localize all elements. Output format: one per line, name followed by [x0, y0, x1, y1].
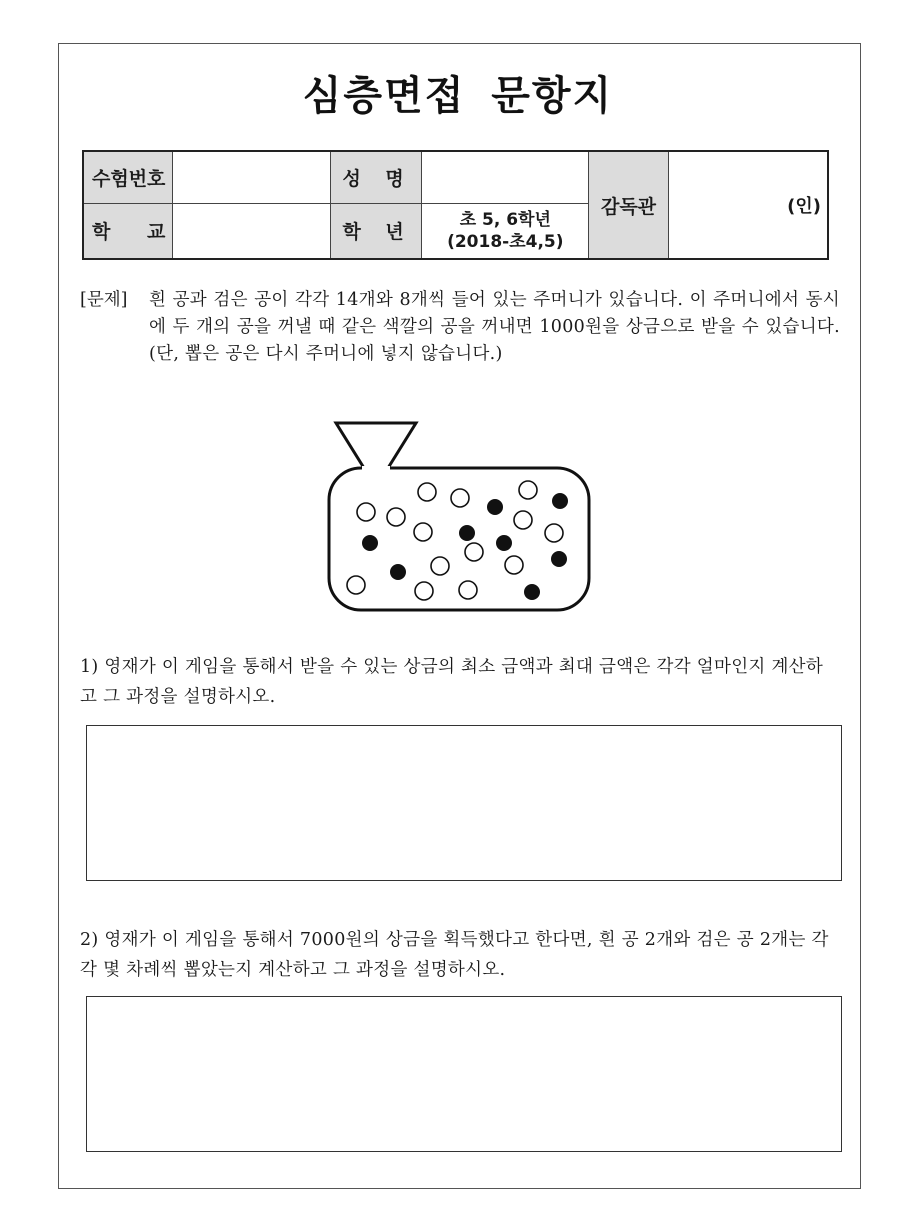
- white-balls: [347, 481, 563, 600]
- proctor-seal-field[interactable]: (인): [668, 151, 828, 259]
- page-title: 심층면접 문항지: [302, 73, 614, 119]
- school-label: 학 교: [83, 203, 173, 259]
- info-table: [82, 150, 829, 260]
- question-1: 1) 영재가 이 게임을 통해서 받을 수 있는 상금의 최소 금액과 최대 금액은 각각 얼마인지 계산하고 그 과정을 설명하시오.: [80, 657, 824, 707]
- name-field[interactable]: [422, 151, 589, 203]
- answer-box-2[interactable]: [86, 996, 842, 1152]
- grade-value-line2: (2018-초4,5): [447, 231, 564, 252]
- question-2: 2) 영재가 이 게임을 통해서 7000원의 상금을 획득했다고 한다면, 흰 공 2개와 검은 공 2개는 각각 몇 차례씩 뽑았는지 계산하고 그 과정을 설명하시오.: [80, 930, 829, 980]
- problem-statement: [80, 287, 840, 368]
- school-field[interactable]: [173, 203, 330, 259]
- proctor-label: 감독관: [589, 151, 669, 259]
- exam-number-label: 수험번호: [83, 151, 173, 203]
- grade-value-line1: 초 5, 6학년: [459, 209, 551, 230]
- exam-number-field[interactable]: [173, 151, 330, 203]
- name-label: 성 명: [330, 151, 422, 203]
- grade-label: 학 년: [330, 203, 422, 259]
- ball-bag-illustration: [322, 420, 592, 615]
- grade-value: [422, 203, 589, 259]
- problem-text: 흰 공과 검은 공이 각각 14개와 8개씩 들어 있는 주머니가 있습니다. 이 주머니에서 동시에 두 개의 공을 꺼낼 때 같은 색깔의 공을 꺼내면 1000원을 상금으로 받을 수 있습니다. (단, 뽑은 공은 다시 주머니에 넣지 않습니다.): [149, 290, 840, 364]
- problem-tag: [문제]: [80, 290, 128, 310]
- answer-box-1[interactable]: [86, 725, 842, 881]
